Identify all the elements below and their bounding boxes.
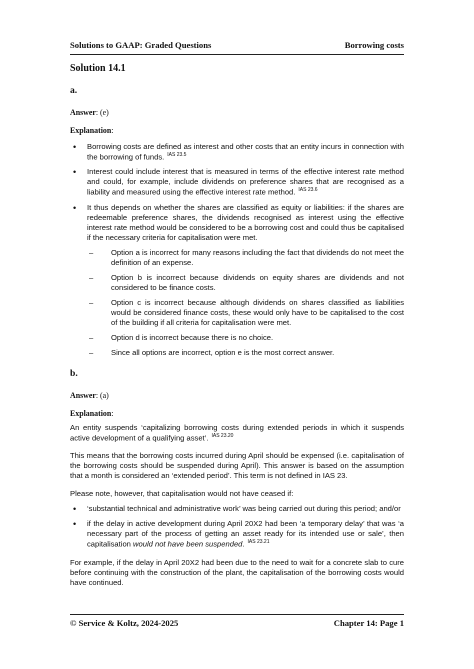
bullet-item: • ‘substantial technical and administrative work’ was being carried out during this period; and/or: [70, 504, 404, 514]
options-list: [87, 248, 404, 358]
emphasis-text: would not have been suspended: [133, 539, 243, 549]
ias-reference: IAS 23.21: [247, 539, 270, 546]
part-a-explanation-heading: [70, 126, 404, 136]
option-item: – Since all options are incorrect, option e is the most correct answer.: [87, 348, 404, 358]
footer-rule: [70, 614, 404, 615]
bullet-end: .: [242, 539, 245, 549]
part-b-paragraph-1: This means that the borrowing costs incurred during April should be expensed (i.e. capitalisation of the borrowing costs should be suspended during April). This answer is based on the assumption that a month is considered an ‘extended period’. This term is not defined in IAS 23.: [70, 451, 404, 481]
option-item: – Option a is incorrect for many reasons including the fact that dividends do not meet the definition of an expense.: [87, 248, 404, 268]
page-header: [70, 40, 404, 52]
ias-reference: IAS 23.20: [211, 432, 234, 439]
explanation-colon: :: [111, 409, 114, 419]
bullet-text: It thus depends on whether the shares are classified as equity or liabilities: if the shares are redeemable preference shares, the dividends recognised as interest using the effective interest rate method would be considered to be a borrowing cost and could thus be capitalised if the necessary criteria for capitalisation were met.: [87, 202, 404, 242]
explanation-label: Explanation: [70, 126, 112, 136]
bullet-item: [70, 203, 404, 358]
part-b-paragraph-3: For example, if the delay in April 20X2 had been due to the need to wait for a concrete slab to cure before continuing with the construction of the plant, the capitalisation of the borrowing costs would have continued.: [70, 557, 404, 587]
bullet-text: if the delay in active development during April 20X2 had been ‘a temporary delay’ that was ‘a necessary part of the process of getting an asset ready for its intended use or sale’, then capitalisation: [87, 519, 404, 549]
bullet-text: Interest could include interest that is measured in terms of the effective interest rate method and could, for example, include dividends on preference shares that are recognised as a liability and measured using the effective interest rate method.: [87, 167, 404, 197]
footer-page-number: Chapter 14: Page 1: [333, 618, 404, 628]
part-b-bullets: [70, 504, 404, 550]
bullet-item: [70, 142, 404, 163]
bullet-text: Borrowing costs are defined as interest and other costs that an entity incurs in connection with the borrowing of funds.: [87, 141, 404, 162]
option-item: – Option b is incorrect because dividends on equity shares are dividends and not considered to be finance costs.: [87, 273, 404, 293]
footer-copyright: © Service & Koltz, 2024-2025: [70, 618, 179, 628]
part-a-answer: [70, 108, 404, 118]
explanation-colon: :: [111, 126, 114, 136]
page-footer: [70, 618, 404, 630]
explanation-label: Explanation: [70, 409, 112, 419]
ias-reference: IAS 23.5: [167, 151, 187, 158]
part-a-label: a.: [70, 85, 78, 97]
solution-title: Solution 14.1: [70, 63, 126, 74]
answer-value: : (a): [95, 390, 109, 400]
part-b-label: b.: [70, 368, 78, 380]
option-item: – Option c is incorrect because although dividends on shares classified as liabilities would be considered finance costs, these would only have to be capitalised to the cost of the building if all criteria for capitalisation were met.: [87, 298, 404, 328]
ias-reference: IAS 23.6: [298, 187, 318, 194]
header-chapter-topic: Borrowing costs: [344, 40, 404, 50]
part-a-bullets: [70, 142, 404, 358]
header-rule: [70, 54, 404, 55]
part-b-answer: [70, 391, 404, 401]
part-b-explanation-heading: [70, 409, 404, 419]
part-b-intro: [70, 423, 404, 444]
header-book-title: Solutions to GAAP: Graded Questions: [70, 40, 212, 50]
answer-label: Answer: [70, 107, 96, 117]
bullet-item: [70, 519, 404, 550]
answer-value: : (e): [95, 107, 109, 117]
bullet-item: [70, 167, 404, 198]
page-body: [70, 56, 404, 588]
option-item: – Option d is incorrect because there is no choice.: [87, 333, 404, 343]
intro-text: An entity suspends ‘capitalizing borrowing costs during extended periods in which it suspends active development of a qualifying asset’.: [70, 422, 404, 443]
part-b-paragraph-2: Please note, however, that capitalisation would not have ceased if:: [70, 489, 294, 499]
answer-label: Answer: [70, 390, 96, 400]
